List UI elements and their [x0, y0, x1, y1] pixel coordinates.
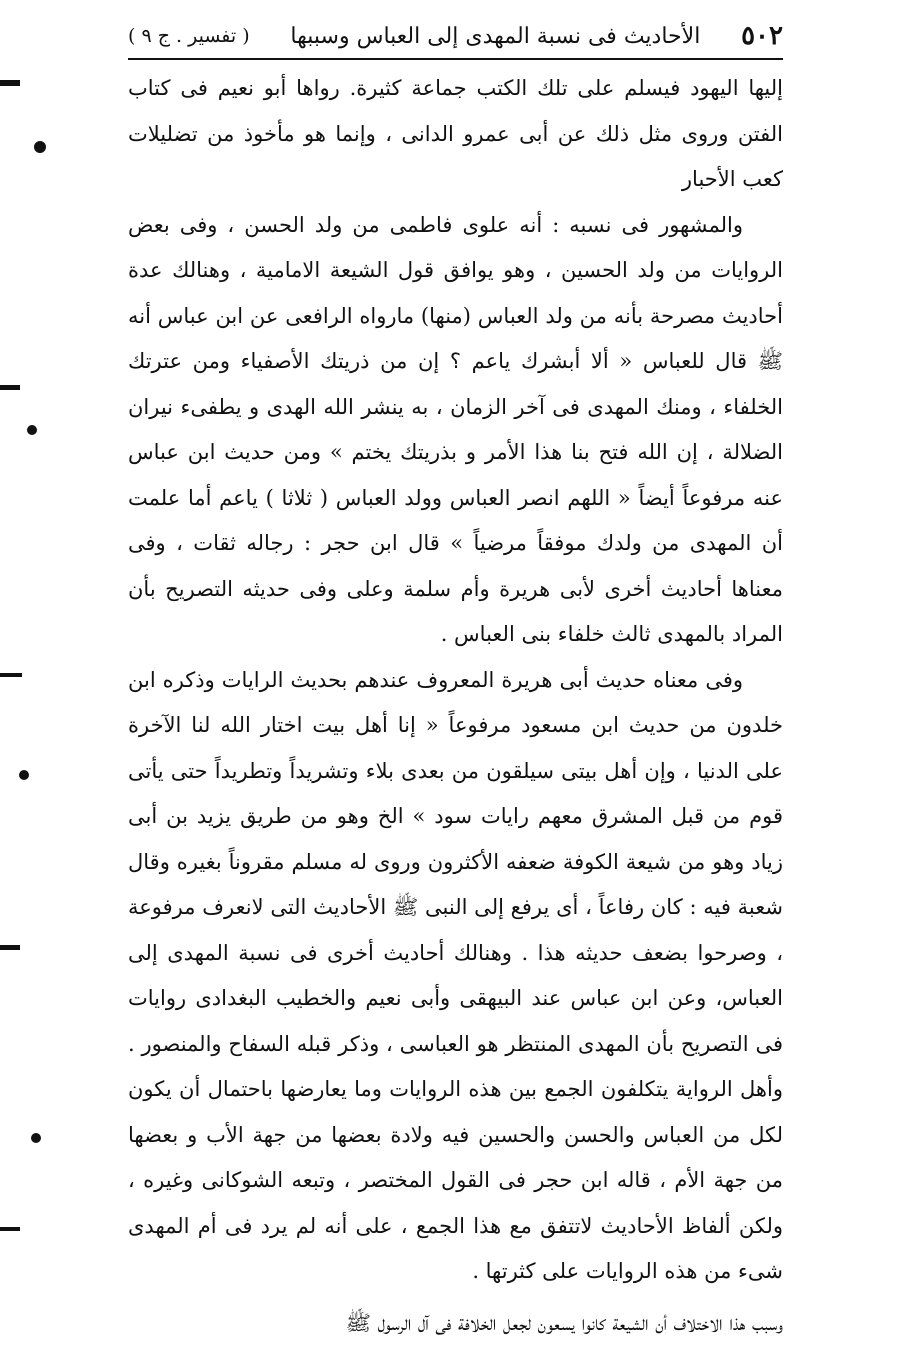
scan-mark	[0, 945, 20, 950]
scan-dot	[31, 1133, 41, 1143]
volume-label: ( تفسير . ج ٩ )	[128, 25, 250, 47]
scan-mark	[0, 385, 20, 390]
scan-mark	[0, 673, 22, 677]
paragraph-3: وفى معناه حديث أبى هريرة المعروف عندهم بحديث الرايات وذكره ابن خلدون من حديث ابن مسعود مرفوعاً « إنا أهل بيت اختار الله لنا الآخرة على الدنيا ، وإن أهل بيتى سيلقون من بعدى بلاء وتشريداً وتطريداً حتى يأتى قوم من قبل المشرق معهم رايات سود » الخ وهو من طريق يزيد بن أبى زياد وهو من شيعة الكوفة ضعفه الأكثرون وروى له مسلم مقروناً بغيره وقال شعبة فيه : كان رفاعاً ، أى يرفع إلى النبى ﷺ الأحاديث التى لانعرف مرفوعة ، وصرحوا بضعف حديثه هذا . وهنالك أحاديث أخرى فى نسبة المهدى إلى العباس، وعن ابن عباس عند البيهقى وأبى نعيم والخطيب البغدادى روايات فى التصريح بأن المهدى المنتظر هو العباسى ، وذكر قبله السفاح والمنصور . وأهل الرواية يتكلفون الجمع بين هذه الروايات وما يعارضها باحتمال أن يكون لكل من العباس والحسن والحسين فيه ولادة بعضها من جهة الأب و بعضها من جهة الأم ، قاله ابن حجر فى القول المختصر ، وتبعه الشوكانى وغيره ، ولكن ألفاظ الأحاديث لاتتفق مع هذا الجمع ، على أنه لم يرد فى أم المهدى شىء من هذه الروايات على كثرتها .	[128, 658, 783, 1295]
scan-dot	[19, 770, 29, 780]
scan-dot	[34, 141, 46, 153]
paragraph-4: وسبب هذا الاختلاف أن الشيعة كانوا يسعون لجعل الخلافة فى آل الرسول ﷺ	[128, 1301, 783, 1346]
scan-dot	[27, 425, 37, 435]
body-text	[128, 66, 783, 1346]
scan-mark	[0, 80, 20, 86]
scan-mark	[0, 1227, 20, 1231]
running-title: الأحاديث فى نسبة المهدى إلى العباس وسببها	[290, 24, 700, 49]
paragraph-2: والمشهور فى نسبه : أنه علوى فاطمى من ولد الحسن ، وفى بعض الروايات من ولد الحسين ، وهو يوافق قول الشيعة الامامية ، وهنالك عدة أحاديث مصرحة بأنه من ولد العباس (منها) مارواه الرافعى عن ابن عباس أنه ﷺ قال للعباس « ألا أبشرك ياعم ؟ إن من ذريتك الأصفياء ومن عترتك الخلفاء ، ومنك المهدى فى آخر الزمان ، به ينشر الله الهدى و يطفىء نيران الضلالة ، إن الله فتح بنا هذا الأمر و بذريتك يختم » ومن حديث ابن عباس عنه مرفوعاً أيضاً « اللهم انصر العباس وولد العباس ( ثلاثا ) ياعم أما علمت أن المهدى من ولدك موفقاً مرضياً » قال ابن حجر : رجاله ثقات ، وفى معناها أحاديث أخرى لأبى هريرة وأم سلمة وعلى وفى حديثه التصريح بأن المراد بالمهدى ثالث خلفاء بنى العباس .	[128, 203, 783, 658]
page-header	[128, 14, 783, 60]
page-number: ٥٠٢	[741, 21, 783, 51]
paragraph-1: إليها اليهود فيسلم على تلك الكتب جماعة كثيرة. رواها أبو نعيم فى كتاب الفتن وروى مثل ذلك عن أبى عمرو الدانى ، وإنما هو مأخوذ من تضليلات كعب الأحبار	[128, 66, 783, 203]
